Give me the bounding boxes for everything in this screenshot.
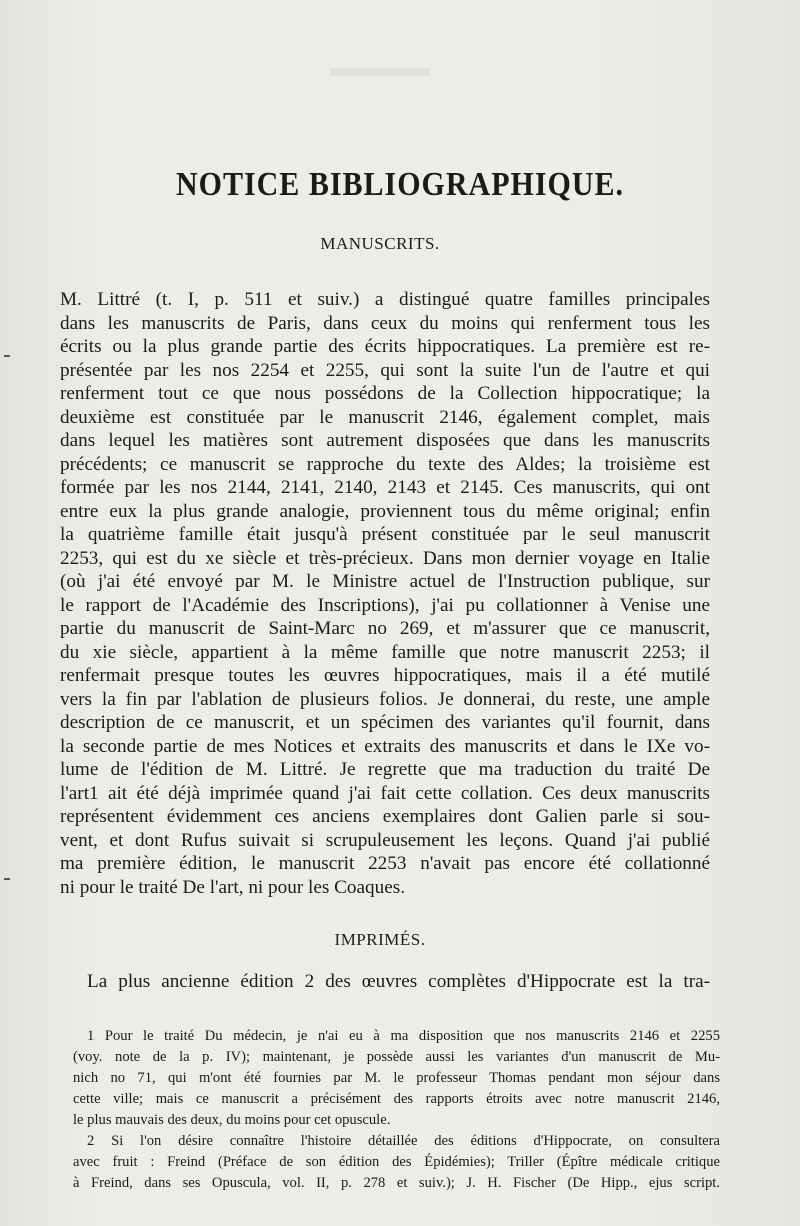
text-line: la seconde partie de mes Notices et extraits des manuscrits et dans le IXe vo-: [60, 735, 710, 757]
text-line: du xie siècle, appartient à la même famille que notre manuscrit 2253; il: [60, 641, 710, 663]
text-line: écrits ou la plus grande partie des écrits hippocratiques. La première est re-: [60, 336, 710, 357]
text-line: l'art1 ait été déjà imprimée quand j'ai fait cette collation. Ces deux manuscrits: [60, 782, 710, 804]
text-line: renferment tout ce que nous possédons de la Collection hippocratique; la: [60, 383, 710, 404]
text-line: partie du manuscrit de Saint-Marc no 269, et m'assurer que ce manuscrit,: [60, 618, 710, 639]
text-line: (où j'ai été envoyé par M. le Ministre actuel de l'Instruction publique, sur: [60, 571, 710, 592]
text-line: formée par les nos 2144, 2141, 2140, 2143 et 2145. Ces manuscrits, qui ont: [60, 477, 710, 498]
footnote-line: le plus mauvais des deux, du moins pour cet opuscule.: [73, 1112, 391, 1128]
footnotes: [73, 1026, 720, 1194]
text-line: représentent évidemment ces anciens exemplaires dont Galien parle si sou-: [60, 806, 710, 827]
text-line: deuxième est constituée par le manuscrit 2146, également complet, mais: [60, 406, 710, 428]
text-line: précédents; ce manuscrit se rapproche du texte des Aldes; la troisième est: [60, 453, 710, 475]
footnote-line: à Freind, dans ses Opuscula, vol. II, p. 278 et suiv.); J. H. Fischer (De Hipp., ejus script.: [73, 1175, 720, 1191]
text-line: le rapport de l'Académie des Inscriptions), j'ai pu collationner à Venise une: [60, 594, 710, 616]
text-line: ni pour le traité De l'art, ni pour les Coaques.: [60, 876, 406, 898]
footnote-line: 1 Pour le traité Du médecin, je n'ai eu à ma disposition que nos manuscrits 2146 et 2255: [87, 1028, 720, 1044]
text-line: M. Littré (t. I, p. 511 et suiv.) a distingué quatre familles principales: [60, 289, 710, 310]
text-line: lume de l'édition de M. Littré. Je regrette que ma traduction du traité De: [60, 759, 710, 780]
footnote-line: 2 Si l'on désire connaître l'histoire détaillée des éditions d'Hippocrate, on consultera: [87, 1133, 720, 1149]
text-line: vers la fin par l'ablation de plusieurs folios. Je donnerai, du reste, une ample: [60, 688, 710, 710]
text-line: La plus ancienne édition 2 des œuvres complètes d'Hippocrate est la tra-: [87, 971, 710, 992]
paragraph-imprimes: [87, 970, 710, 994]
text-line: description de ce manuscrit, et un spécimen des variantes qu'il fournit, dans: [60, 712, 710, 733]
section-heading-manuscrits: MANUSCRITS.: [320, 234, 440, 253]
footnote-line: (voy. note de la p. IV); maintenant, je possède aussi les variantes d'un manuscrit de Mu-: [73, 1049, 720, 1065]
text-line: la quatrième famille était jusqu'à présent constituée par le seul manuscrit: [60, 524, 710, 545]
text-line: 2253, qui est du xe siècle et très-précieux. Dans mon dernier voyage en Italie: [60, 547, 710, 569]
paragraph-manuscrits: [60, 288, 710, 899]
text-line: renfermait presque toutes les œuvres hippocratiques, mais il a été mutilé: [60, 665, 710, 686]
footnote-line: cette ville; mais ce manuscrit a précisément des rapports étroits avec notre manuscrit 2146,: [73, 1091, 720, 1107]
footnote-line: nich no 71, qui m'ont été fournies par M. le professeur Thomas pendant mon séjour dans: [73, 1070, 720, 1086]
text-line: dans les manuscrits de Paris, dans ceux du moins qui renferment tous les: [60, 312, 710, 334]
page-title: NOTICE BIBLIOGRAPHIQUE.: [175, 165, 625, 203]
text-line: entre eux la plus grande analogie, proviennent tous du même original; enfin: [60, 500, 710, 522]
footnote-line: avec fruit : Freind (Préface de son édition des Épidémies); Triller (Épître médicale critique: [73, 1154, 720, 1170]
margin-mark: [4, 355, 10, 357]
text-line: dans lequel les matières sont autrement disposées que dans les manuscrits: [60, 430, 710, 451]
margin-mark: [4, 878, 10, 880]
section-heading-imprimes: IMPRIMÉS.: [334, 930, 426, 949]
show-through-running-head: [330, 68, 430, 76]
text-line: présentée par les nos 2254 et 2255, qui sont la suite l'un de l'autre et qui: [60, 359, 710, 381]
text-line: ma première édition, le manuscrit 2253 n'avait pas encore été collationné: [60, 853, 710, 874]
text-line: vent, et dont Rufus suivait si scrupuleusement les leçons. Quand j'ai publié: [60, 829, 710, 851]
